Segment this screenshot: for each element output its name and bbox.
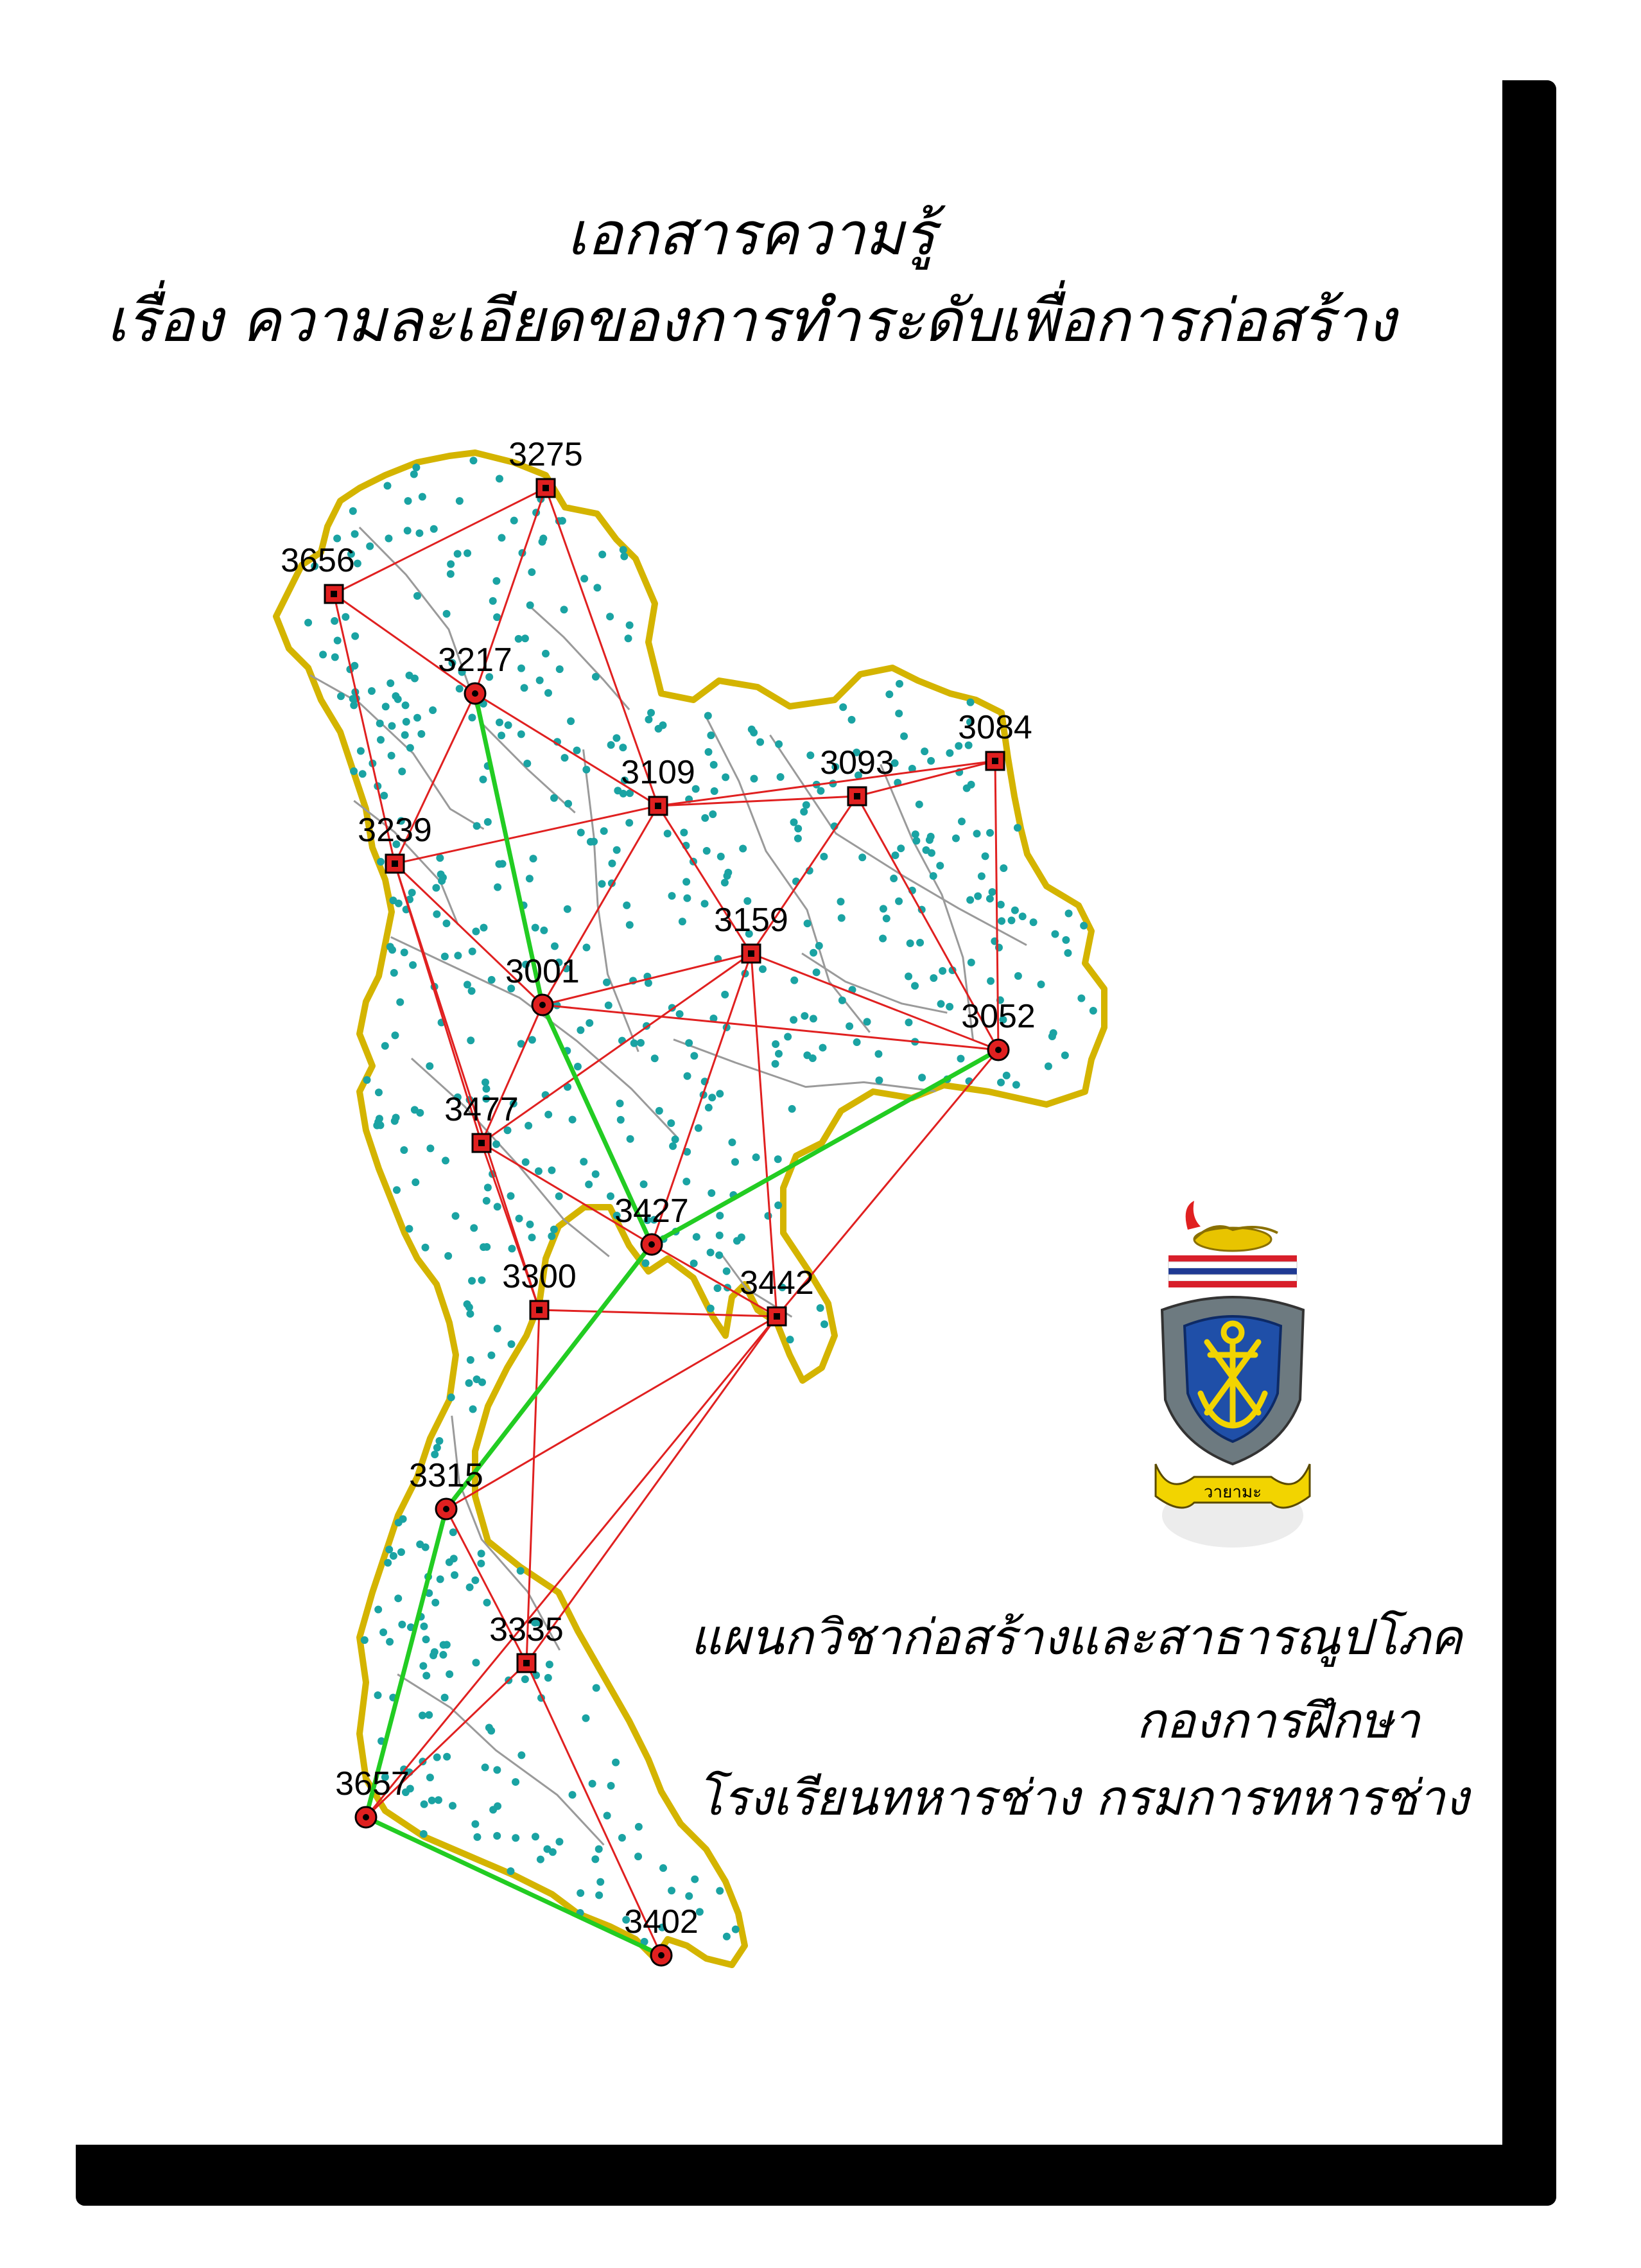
station-3427-label: 3427 (614, 1192, 689, 1230)
page-shadow-bottom (76, 2145, 1556, 2206)
station-3001-label: 3001 (505, 953, 580, 990)
station-3657-label: 3657 (335, 1765, 410, 1802)
station-3477-label: 3477 (444, 1091, 519, 1128)
station-3052-label: 3052 (961, 998, 1036, 1035)
station-3084-label: 3084 (958, 709, 1032, 746)
station-3275-label: 3275 (508, 436, 583, 473)
school-name: โรงเรียนทหารช่าง กรมการทหารช่าง (697, 1769, 1469, 1826)
document-subject: เรื่อง ความละเอียดของการทำระดับเพื่อการก่อสร้าง (106, 286, 1396, 355)
lamp-icon (1186, 1201, 1278, 1251)
division-name: กองการฝึกษา (1136, 1692, 1420, 1749)
station-3217-label: 3217 (438, 641, 512, 679)
tricolor-ribbon-icon (1168, 1255, 1297, 1287)
department-name: แผนกวิชาก่อสร้างและสาธารณูปโภค (690, 1609, 1463, 1666)
document-title: เอกสารความรู้ (566, 200, 936, 268)
motto-text: วายามะ (1203, 1483, 1262, 1502)
station-3442-label: 3442 (740, 1264, 814, 1302)
station-3656-label: 3656 (281, 542, 355, 579)
station-3093-label: 3093 (820, 744, 894, 781)
station-3315-label: 3315 (409, 1457, 483, 1494)
station-3300-label: 3300 (502, 1258, 577, 1295)
station-3159-label: 3159 (714, 902, 788, 939)
station-3335-label: 3335 (489, 1611, 564, 1648)
station-3402-label: 3402 (624, 1903, 699, 1941)
page-shadow-right (1502, 80, 1556, 2206)
station-3109-label: 3109 (621, 754, 695, 791)
station-3239-label: 3239 (358, 812, 432, 849)
